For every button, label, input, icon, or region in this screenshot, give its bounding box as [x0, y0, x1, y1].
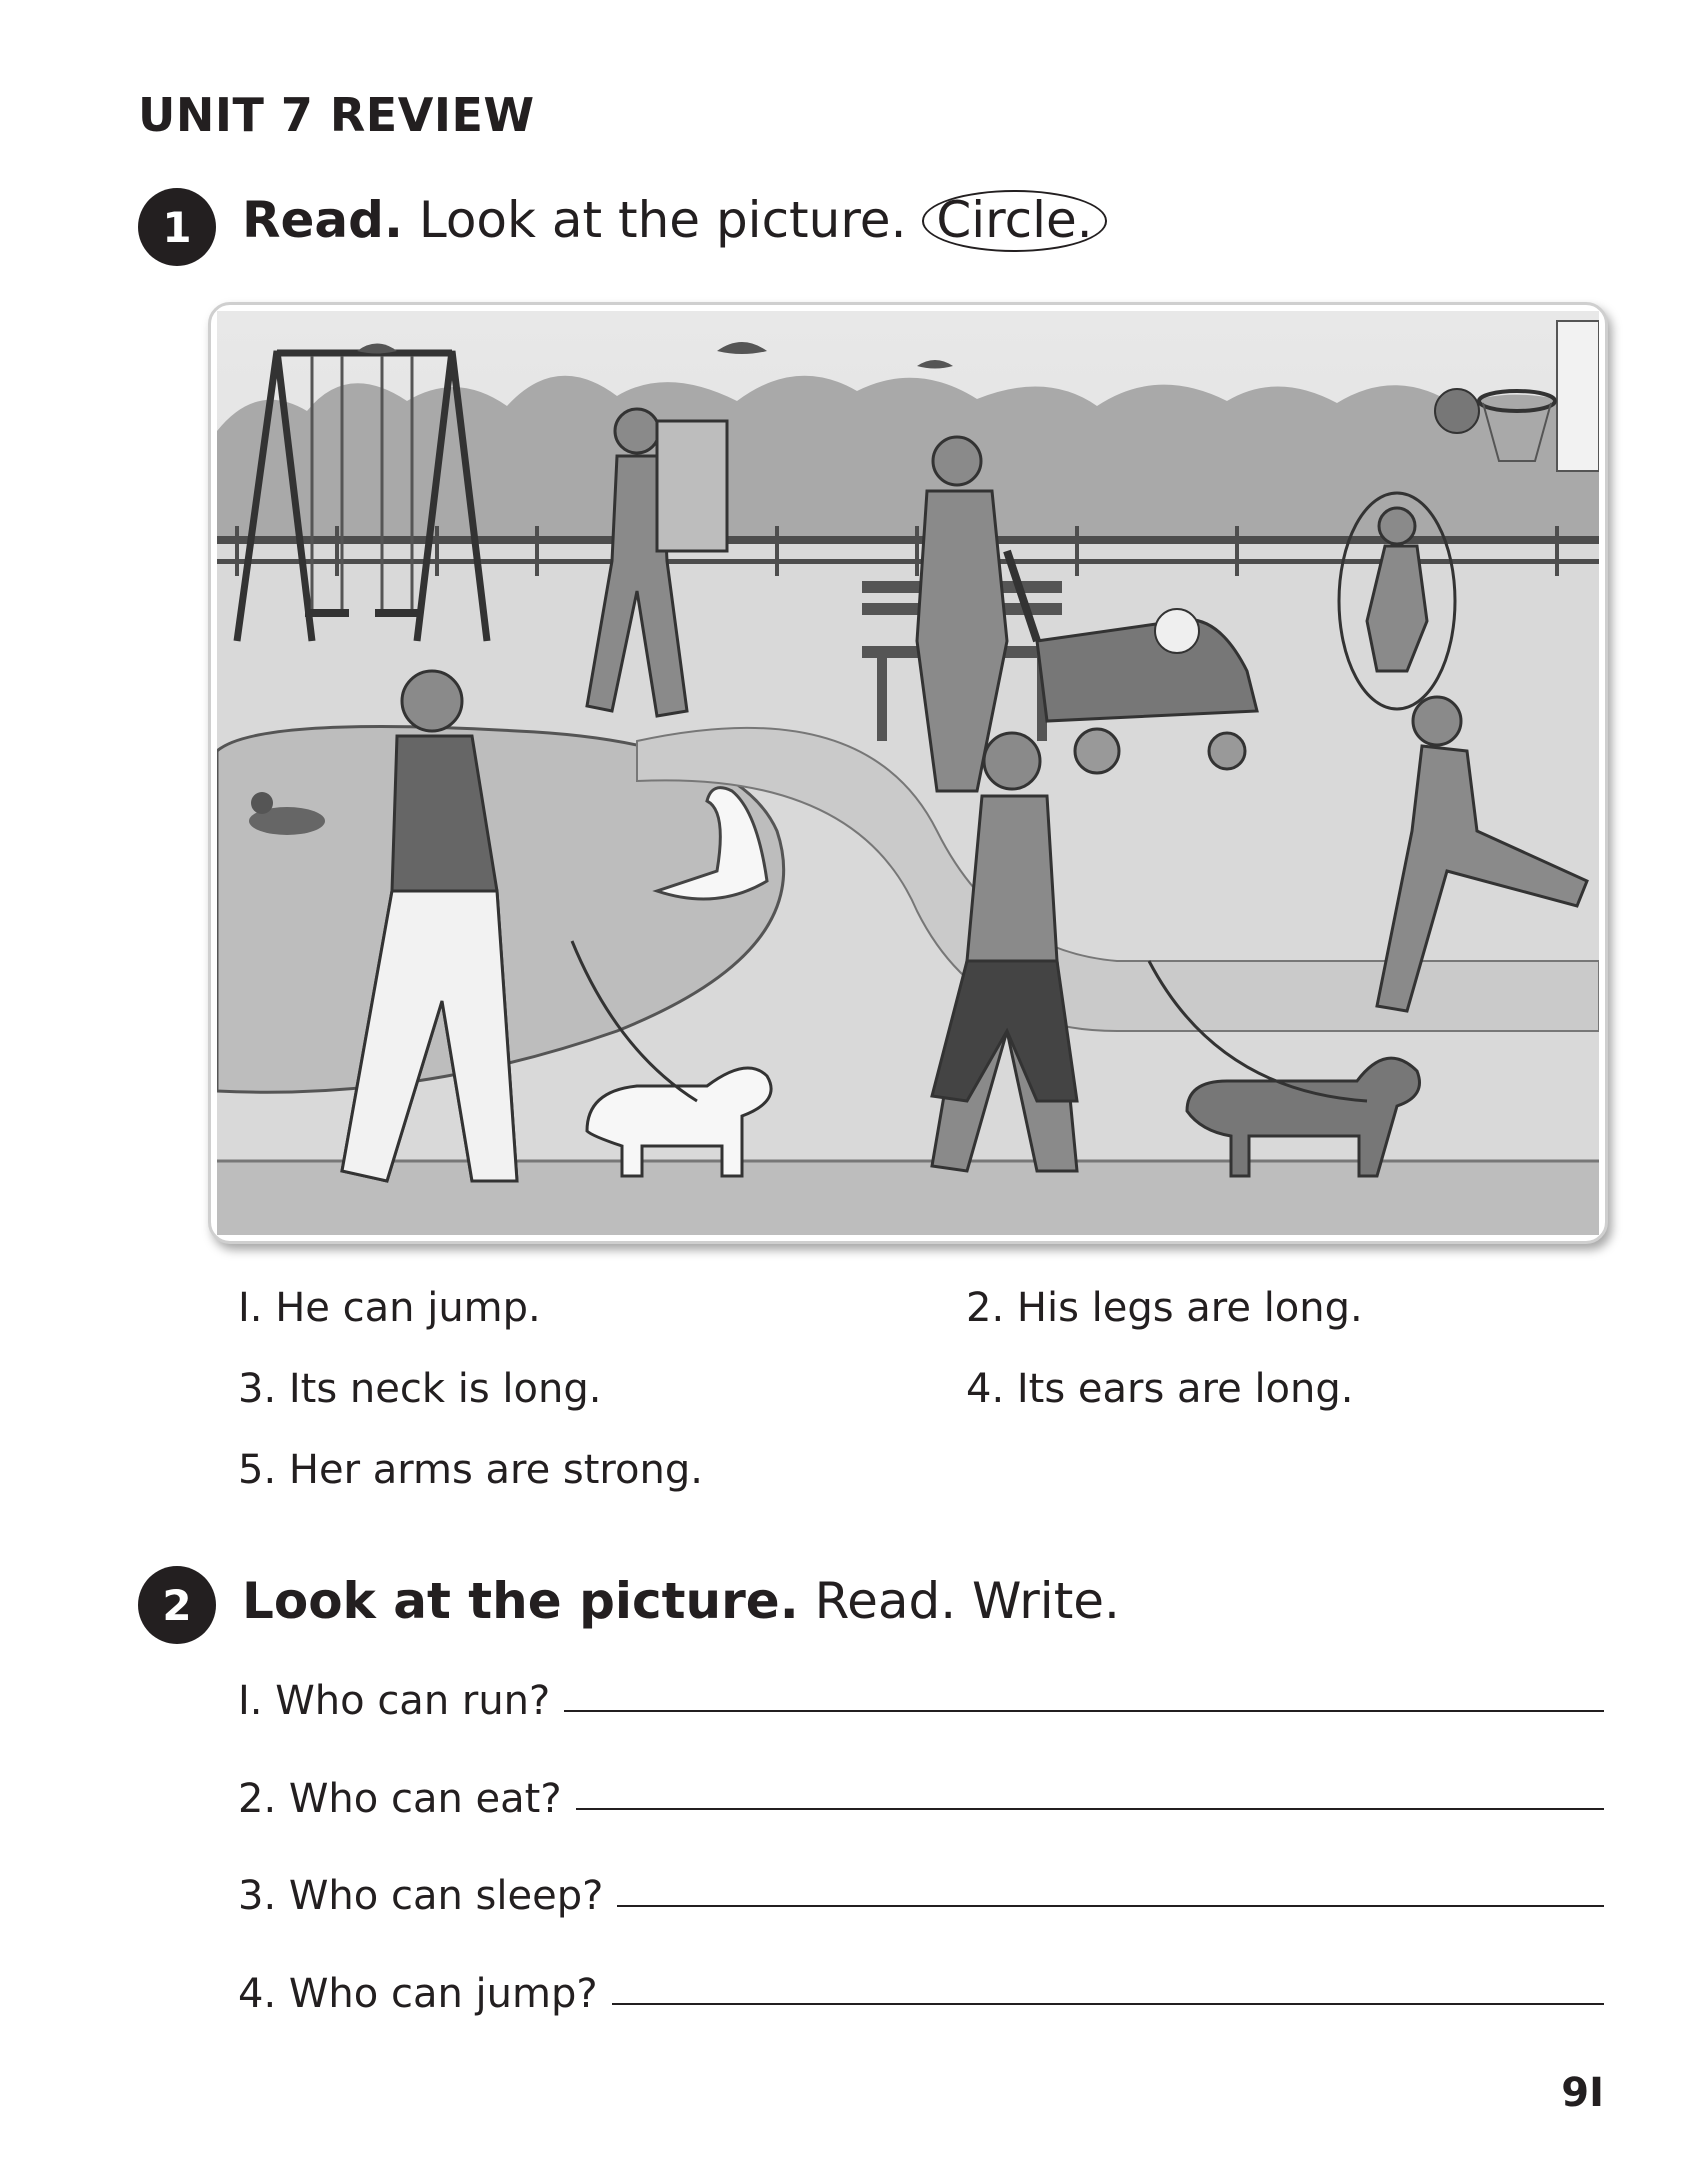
section-1-item-2: 2. His legs are long. [966, 1285, 1363, 1331]
page-number: 9I [1561, 2070, 1604, 2116]
step-2-badge: 2 [138, 1566, 216, 1644]
answer-line-4[interactable] [612, 2002, 1604, 2005]
step-1-badge: 1 [138, 188, 216, 266]
section-1-item-4: 4. Its ears are long. [966, 1366, 1354, 1412]
question-1: I. Who can run? [238, 1678, 551, 1724]
answer-line-1[interactable] [564, 1709, 1604, 1712]
instruction-read-write: Read. Write. [814, 1572, 1120, 1630]
answer-line-3[interactable] [617, 1904, 1604, 1907]
question-row-4 [238, 1971, 1604, 2017]
section-1-item-3: 3. Its neck is long. [238, 1366, 602, 1412]
section-1-item-1: I. He can jump. [238, 1285, 541, 1331]
question-row-1 [238, 1678, 1604, 1724]
question-3: 3. Who can sleep? [238, 1873, 604, 1919]
instruction-circle: Circle. [922, 190, 1106, 252]
question-4: 4. Who can jump? [238, 1971, 598, 2017]
question-2: 2. Who can eat? [238, 1776, 562, 1822]
park-scene-illustration [208, 302, 1608, 1244]
park-scene-drawing [217, 311, 1599, 1235]
question-row-2 [238, 1776, 1604, 1822]
instruction-read: Read. [242, 191, 403, 249]
instruction-look-at-picture: Look at the picture. [242, 1572, 799, 1630]
answer-line-2[interactable] [576, 1807, 1604, 1810]
section-2-instruction [242, 1572, 1120, 1630]
section-1-instruction [242, 190, 1107, 252]
section-1-item-5: 5. Her arms are strong. [238, 1447, 703, 1493]
instruction-look: Look at the picture. [418, 191, 907, 249]
question-row-3 [238, 1873, 1604, 1919]
unit-title: UNIT 7 REVIEW [138, 88, 535, 142]
